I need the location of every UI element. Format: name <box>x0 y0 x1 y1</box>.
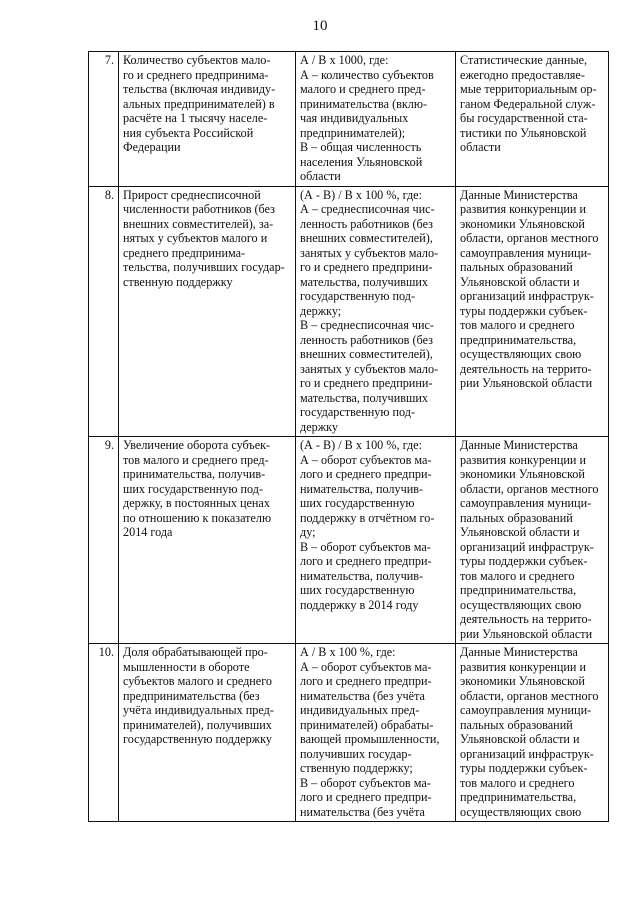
text-line: В – оборот субъектов ма- <box>300 539 431 554</box>
text-line: пальных образований <box>460 717 573 732</box>
text-line: организаций инфраструк- <box>460 746 594 761</box>
text-line: области <box>300 169 341 183</box>
text-line: го и среднего предпринима- <box>123 67 269 82</box>
source-cell <box>456 644 609 822</box>
text-line: ганом Федеральной служ- <box>460 96 596 111</box>
text-line: области <box>460 140 501 154</box>
text-line: нимательства, получив- <box>300 568 424 583</box>
source-cell <box>456 52 609 187</box>
text-line: тов малого и среднего <box>460 775 575 790</box>
text-line: предпринимательства (без <box>123 688 260 703</box>
text-line: ежегодно предоставляе- <box>460 67 585 82</box>
text-line: ших государственную <box>300 496 415 510</box>
formula-cell <box>296 52 456 187</box>
text-line: деятельность на террито- <box>460 612 592 626</box>
text-line: мательства, получивших <box>300 390 428 405</box>
text-line: туры поддержки субъек- <box>460 554 588 568</box>
text-line: Ульяновской области и <box>460 274 580 289</box>
table-row <box>89 437 609 644</box>
text-line: Данные Министерства <box>460 187 578 202</box>
text-line: поддержку в отчётном го- <box>300 510 435 525</box>
text-line: В – общая численность <box>300 140 422 154</box>
text-line: самоуправления муници- <box>460 245 592 260</box>
text-line: Ульяновской области и <box>460 525 580 539</box>
text-line: тистики по Ульяновской <box>460 125 587 140</box>
text-line: Количество субъектов мало- <box>123 53 271 67</box>
row-number: 10. <box>89 644 119 822</box>
text-line: предпринимателей); <box>300 125 406 140</box>
text-line: предпринимательства, <box>460 583 577 597</box>
table-row <box>89 52 609 187</box>
indicator-name-cell <box>119 52 296 187</box>
indicator-name-cell <box>119 437 296 644</box>
text-line: поддержку в 2014 году <box>300 597 419 612</box>
text-line: Доля обрабатывающей про- <box>123 645 268 659</box>
page-number: 10 <box>312 18 328 34</box>
text-line: осуществляющих свою <box>460 347 582 361</box>
text-line: населения Ульяновской <box>300 154 423 169</box>
text-line: рии Ульяновской области <box>460 376 593 390</box>
text-line: бы государственной ста- <box>460 111 588 125</box>
text-line: тельства (включая индивиду- <box>123 82 276 96</box>
text-line: лого и среднего предпри- <box>300 674 432 688</box>
text-line: ния субъекта Российской <box>123 125 254 140</box>
text-line: организаций инфраструк- <box>460 539 594 554</box>
text-line: предпринимательства, <box>460 332 577 347</box>
text-line: ственную поддержку; <box>300 761 413 775</box>
text-line: ших государственную <box>300 583 415 597</box>
text-line: деятельность на террито- <box>460 361 592 376</box>
text-line: А / В х 100 %, где: <box>300 645 396 659</box>
text-line: учёта индивидуальных пред- <box>123 703 274 717</box>
text-line: нимательства (без учёта <box>300 688 425 703</box>
text-line: В – оборот субъектов ма- <box>300 775 431 790</box>
text-line: экономики Ульяновской <box>460 674 585 688</box>
text-line: государственную поддержку <box>123 732 272 746</box>
row-number: 9. <box>89 437 119 644</box>
text-line: государственную под- <box>300 405 416 419</box>
text-line: расчёте на 1 тысячу населе- <box>123 111 268 125</box>
text-line: Прирост среднесписочной <box>123 187 261 202</box>
text-line: А / В х 1000, где: <box>300 53 389 67</box>
text-line: внешних совместителей), <box>300 347 433 361</box>
text-line: мательства, получивших <box>300 274 428 289</box>
text-line: по отношению к показателю <box>123 510 272 525</box>
formula-cell <box>296 437 456 644</box>
text-line: осуществляющих свою <box>460 597 582 612</box>
text-line: развития конкуренции и <box>460 659 587 674</box>
text-line: области, органов местного <box>460 688 599 703</box>
text-line: держку; <box>300 303 342 318</box>
text-line: индивидуальных пред- <box>300 703 420 717</box>
text-line: государственную под- <box>300 289 416 303</box>
text-line: ленность работников (без <box>300 332 433 347</box>
text-line: нятых у субъектов малого и <box>123 231 268 245</box>
formula-cell <box>296 644 456 822</box>
text-line: тов малого и среднего <box>460 568 575 583</box>
text-line: туры поддержки субъек- <box>460 761 588 775</box>
text-line: тов малого и среднего <box>460 318 575 332</box>
text-line: самоуправления муници- <box>460 703 592 717</box>
text-line: го и среднего предприни- <box>300 260 433 274</box>
text-line: (А - В) / В х 100 %, где: <box>300 187 422 202</box>
text-line: экономики Ульяновской <box>460 216 585 231</box>
row-number: 8. <box>89 186 119 437</box>
indicators-table <box>88 51 609 822</box>
text-line: принимателей) обрабаты- <box>300 717 434 732</box>
text-line: чая индивидуальных <box>300 111 409 125</box>
text-line: ленность работников (без <box>300 216 433 231</box>
text-line: области, органов местного <box>460 481 599 496</box>
text-line: среднего предпринима- <box>123 245 246 260</box>
text-line: рии Ульяновской области <box>460 626 593 641</box>
text-line: держку <box>300 419 338 434</box>
text-line: го и среднего предприни- <box>300 376 433 390</box>
source-cell <box>456 186 609 437</box>
text-line: малого и среднего пред- <box>300 82 426 96</box>
text-line: нимательства (без учёта <box>300 804 425 819</box>
indicator-name-cell <box>119 186 296 437</box>
text-line: мышленности в обороте <box>123 659 250 674</box>
text-line: держку, в постоянных ценах <box>123 496 270 510</box>
text-line: занятых у субъектов мало- <box>300 361 439 376</box>
text-line: тельства, получивших государ- <box>123 260 285 274</box>
text-line: принимательства, получив- <box>123 467 266 481</box>
text-line: (А - В) / В х 100 %, где: <box>300 438 422 452</box>
text-line: занятых у субъектов мало- <box>300 245 439 260</box>
text-line: организаций инфраструк- <box>460 289 594 303</box>
text-line: лого и среднего предпри- <box>300 790 432 804</box>
text-line: предпринимательства, <box>460 790 577 804</box>
text-line: тов малого и среднего пред- <box>123 452 269 467</box>
text-line: 2014 года <box>123 525 173 539</box>
text-line: ду; <box>300 525 316 539</box>
text-line: принимательства (вклю- <box>300 96 428 111</box>
text-line: развития конкуренции и <box>460 202 587 216</box>
text-line: внешних совместителей), <box>300 231 433 245</box>
text-line: внешних совместителей), за- <box>123 216 274 231</box>
text-line: Ульяновской области и <box>460 732 580 746</box>
text-line: Статистические данные, <box>460 53 588 67</box>
text-line: численности работников (без <box>123 202 275 216</box>
text-line: А – оборот субъектов ма- <box>300 452 432 467</box>
text-line: А – количество субъектов <box>300 67 434 82</box>
row-number: 7. <box>89 52 119 187</box>
text-line: Данные Министерства <box>460 438 578 452</box>
text-line: мые территориальным ор- <box>460 82 597 96</box>
text-line: лого и среднего предпри- <box>300 467 432 481</box>
text-line: туры поддержки субъек- <box>460 303 588 318</box>
text-line: принимателей), получивших <box>123 717 272 732</box>
text-line: лого и среднего предпри- <box>300 554 432 568</box>
formula-cell <box>296 186 456 437</box>
text-line: пальных образований <box>460 510 573 525</box>
text-line: нимательства, получив- <box>300 481 424 496</box>
text-line: ственную поддержку <box>123 274 233 289</box>
indicator-name-cell <box>119 644 296 822</box>
text-line: области, органов местного <box>460 231 599 245</box>
text-line: ших государственную под- <box>123 481 264 496</box>
text-line: А – среднесписочная чис- <box>300 202 435 216</box>
text-line: Федерации <box>123 140 181 154</box>
text-line: осуществляющих свою <box>460 804 582 819</box>
table-row <box>89 644 609 822</box>
text-line: В – среднесписочная чис- <box>300 318 434 332</box>
table-row <box>89 186 609 437</box>
text-line: получивших государ- <box>300 746 412 761</box>
text-line: Увеличение оборота субъек- <box>123 438 271 452</box>
text-line: самоуправления муници- <box>460 496 592 510</box>
text-line: вающей промышленности, <box>300 732 440 746</box>
text-line: А – оборот субъектов ма- <box>300 659 432 674</box>
text-line: альных предпринимателей) в <box>123 96 275 111</box>
source-cell <box>456 437 609 644</box>
text-line: развития конкуренции и <box>460 452 587 467</box>
text-line: пальных образований <box>460 260 573 274</box>
text-line: Данные Министерства <box>460 645 578 659</box>
text-line: субъектов малого и среднего <box>123 674 273 688</box>
text-line: экономики Ульяновской <box>460 467 585 481</box>
